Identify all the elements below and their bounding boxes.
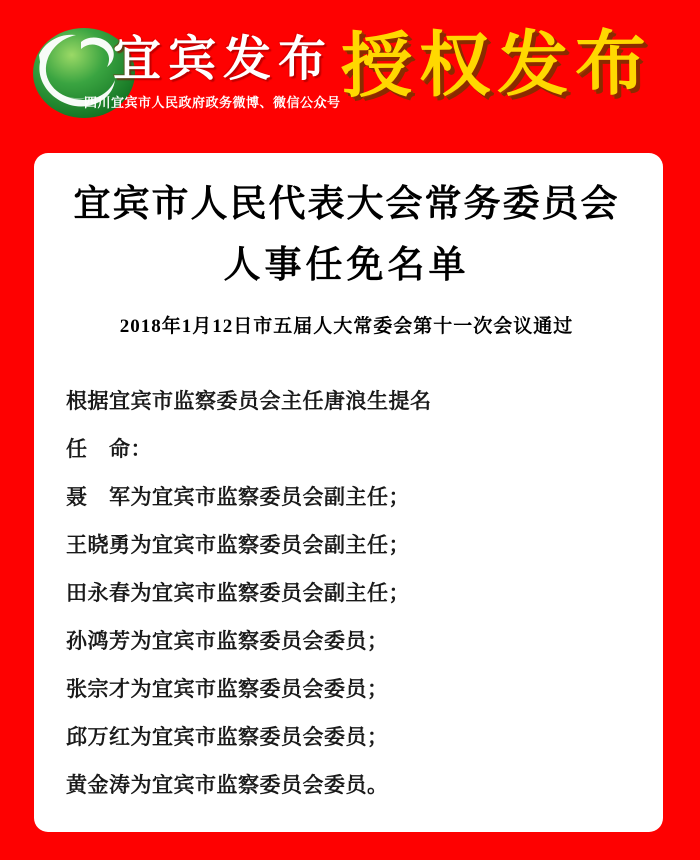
document-meta-line: 2018年1月12日市五届人大常委会第十一次会议通过 xyxy=(119,316,574,337)
doc-paragraph: 张宗才为宜宾市监察委员会委员； xyxy=(66,678,389,701)
doc-paragraph: 根据宜宾市监察委员会主任唐浪生提名 xyxy=(66,390,432,413)
logo-wordmark: 宜宾发布 xyxy=(113,33,334,86)
document-title-line2: 人事任免名单 xyxy=(223,244,470,285)
doc-paragraph: 聂 军为宜宾市监察委员会副主任； xyxy=(66,486,410,509)
doc-paragraph: 王晓勇为宜宾市监察委员会副主任； xyxy=(66,534,410,557)
doc-paragraph: 田永春为宜宾市监察委员会副主任； xyxy=(66,582,410,605)
doc-paragraph: 孙鸿芳为宜宾市监察委员会委员； xyxy=(66,630,389,653)
authorized-release-banner: 授权发布 xyxy=(340,24,654,107)
document-card xyxy=(34,153,663,832)
logo-tagline: 四川宜宾市人民政府政务微博、微信公众号 xyxy=(84,95,341,110)
document-title-line1: 宜宾市人民代表大会常务委员会 xyxy=(73,183,620,224)
document-body xyxy=(66,378,627,810)
doc-paragraph: 邱万红为宜宾市监察委员会委员； xyxy=(66,726,389,749)
header-banner xyxy=(0,0,700,153)
doc-paragraph: 黄金涛为宜宾市监察委员会委员。 xyxy=(66,774,389,797)
doc-paragraph: 任 命： xyxy=(66,438,152,461)
